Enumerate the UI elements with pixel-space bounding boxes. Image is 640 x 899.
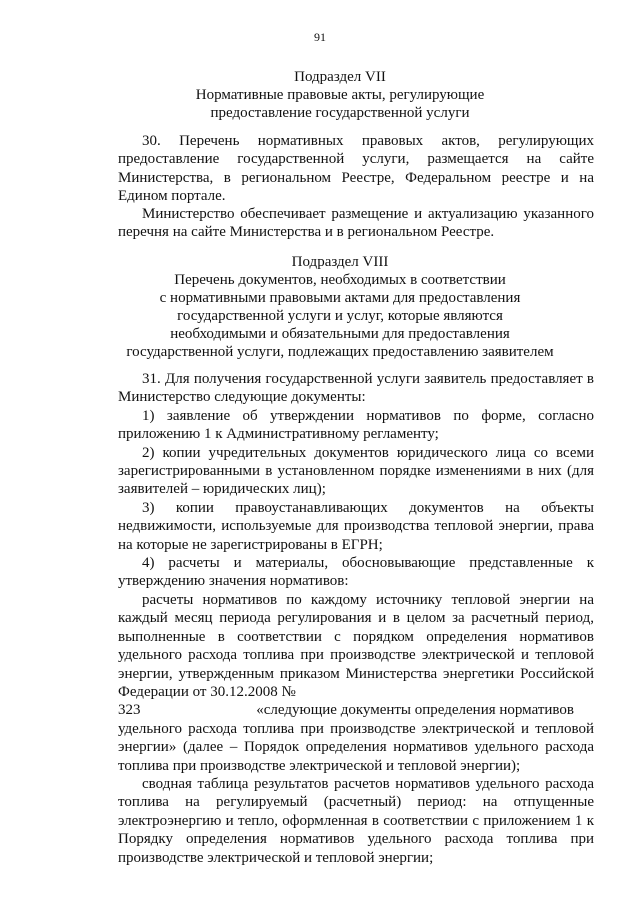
paragraph-30: 30. Перечень нормативных правовых актов, регулирующих предоставление государственной услуги, размещается на сайте Министерства, в региональном Реестре, Федеральном реестре и на Едином портале.	[118, 133, 594, 205]
section-7-heading	[100, 68, 580, 122]
section-8-title: Подраздел VIII	[291, 254, 389, 270]
list-item-2: 2) копии учредительных документов юридического лица со всеми зарегистрированными в установленном порядке изменениями в них (для заявителей – юридических лиц);	[118, 444, 594, 498]
list-item-1: 1) заявление об утверждении нормативов по форме, согласно приложению 1 к Административному регламенту;	[118, 407, 594, 443]
calculations-continuation: удельного расхода топлива при производстве электрической и тепловой энергии» (далее – Порядок определения нормативов удельного расхода топлива при производстве электрической и тепловой энергии);	[118, 720, 594, 774]
section-8-heading	[100, 253, 580, 361]
paragraph-31: 31. Для получения государственной услуги заявитель предоставляет в Министерство следующие документы:	[118, 371, 594, 406]
section-8-line-2: с нормативными правовыми актами для предоставления	[159, 290, 521, 306]
documents-list	[118, 370, 594, 867]
section-8-line-4: необходимыми и обязательными для предоставления	[170, 326, 510, 342]
summary-table-paragraph: сводная таблица результатов расчетов нормативов удельного расхода топлива на регулируемый (расчетный) период: на отпущенные электроэнергию и тепло, оформленная в соответствии с приложением 1 к Порядку определения нормативов удельного расхода топлива при производстве электрической и тепловой энергии;	[118, 775, 594, 866]
calculations-paragraph: расчеты нормативов по каждому источнику тепловой энергии на каждый месяц периода регулирования и в целом за расчетный период, выполненные в соответствии с порядком определения нормативов удельного расхода топлива при производстве электрической и тепловой энергии, утвержденным приказом Министерства энергетики Российской Федерации от 30.12.2008 №	[118, 591, 594, 700]
calculations-split-line	[118, 701, 594, 719]
order-number: 323	[118, 702, 141, 719]
list-item-4: 4) расчеты и материалы, обосновывающие представленные к утверждению значения нормативов:	[118, 555, 594, 590]
paragraph-30-ministry: Министерство обеспечивает размещение и актуализацию указанного перечня на сайте Министерства и в региональном Реестре.	[118, 206, 594, 241]
section-8-line-3: государственной услуги и услуг, которые являются	[177, 308, 503, 324]
section-7-subtitle-line-2: предоставление государственной услуги	[210, 105, 470, 121]
order-title-start: «следующие документы определения нормативов	[256, 702, 574, 719]
section-8-line-5: государственной услуги, подлежащих предоставлению заявителем	[126, 344, 554, 360]
page-number: 91	[314, 30, 326, 44]
list-item-3: 3) копии правоустанавливающих документов на объекты недвижимости, используемые для производства тепловой энергии, права на которые не зарегистрированы в ЕГРН;	[118, 499, 594, 553]
section-7-subtitle-line-1: Нормативные правовые акты, регулирующие	[195, 87, 485, 103]
section-8-line-1: Перечень документов, необходимых в соответствии	[174, 272, 506, 288]
section-7-title: Подраздел VII	[294, 69, 386, 85]
